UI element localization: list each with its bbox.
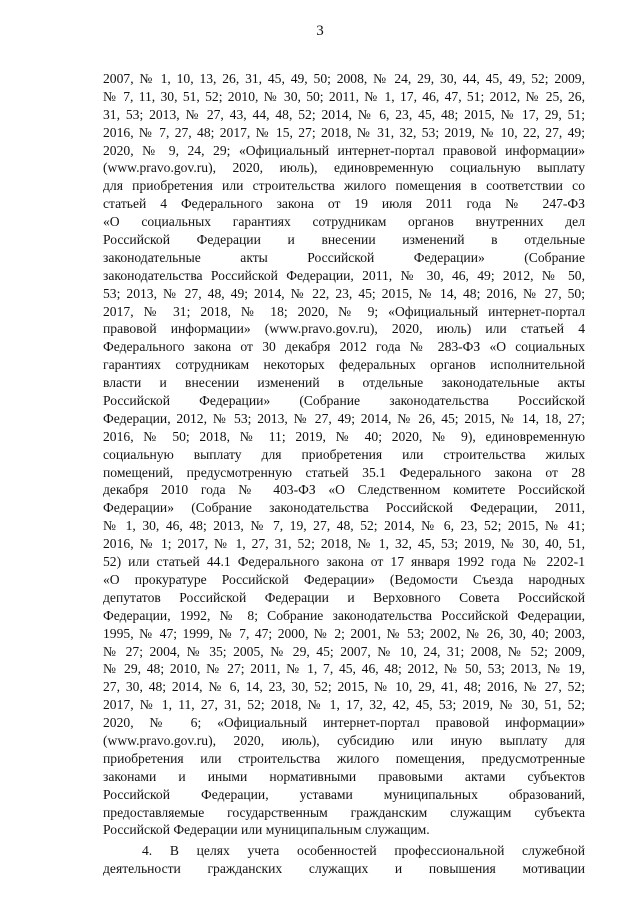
text-line-13: 53; 2013, № 27, 48, 49; 2014, № 22, 23, 45; 2015, № 14, 48; 2016, № 27, 50; (103, 285, 585, 301)
text-line-17: гарантиях сотрудникам некоторых федеральных органов исполнительной (103, 357, 585, 373)
text-line-28: 52) или статьей 44.1 Федерального закона от 17 января 1992 года № 2202-1 (103, 554, 585, 570)
text-line-41: Российской Федерации, уставами муниципальных образований, (103, 786, 585, 802)
text-line-26: № 1, 30, 46, 48; 2013, № 7, 19, 27, 48, 52; 2014, № 6, 23, 52; 2015, № 41; (103, 518, 585, 534)
text-line-25: Федерации» (Собрание законодательства Российской Федерации, 2011, (103, 500, 585, 516)
text-line-23: помещений, предусмотренную статьей 35.1 Федерального закона от 28 (103, 464, 585, 480)
text-line-4: 2016, № 7, 27, 48; 2017, № 15, 27; 2018, № 31, 32, 53; 2019, № 10, 22, 27, 49; (103, 124, 585, 140)
text-line-3: 31, 53; 2013, № 27, 43, 44, 48, 52; 2014, № 6, 23, 45, 48; 2015, № 17, 29, 51; (103, 106, 585, 122)
text-line-11: законодательные акты Российской Федерации» (Собрание (103, 249, 585, 265)
text-line-40: законами и иными нормативными правовыми актами субъектов (103, 768, 585, 784)
page-number: 3 (316, 23, 324, 39)
text-line-21: 2016, № 50; 2018, № 11; 2019, № 40; 2020, № 9), единовременную (103, 428, 585, 444)
text-line-29: «О прокуратуре Российской Федерации» (Ведомости Съезда народных (103, 571, 585, 587)
text-line-1: 2007, № 1, 10, 13, 26, 31, 45, 49, 50; 2008, № 24, 29, 30, 44, 45, 49, 52; 2009, (103, 71, 585, 86)
text-line-5: 2020, № 9, 24, 29; «Официальный интернет-портал правовой информации» (103, 142, 585, 158)
text-line-45: деятельности гражданских служащих и повышения мотивации (103, 861, 585, 877)
text-line-38: (www.pravo.gov.ru), 2020, июль), субсидию или иную выплату для (103, 732, 585, 748)
text-line-33: № 27; 2004, № 35; 2005, № 29, 45; 2007, № 10, 24, 31; 2008, № 52; 2009, (103, 643, 585, 659)
text-line-12: законодательства Российской Федерации, 2011, № 30, 46, 49; 2012, № 50, (103, 267, 585, 283)
text-line-27: 2016, № 1; 2017, № 1, 27, 31, 52; 2018, № 1, 32, 45, 53; 2019, № 30, 40, 51, (103, 536, 585, 552)
text-line-39: приобретения или строительства жилого помещения, предусмотренные (103, 750, 585, 766)
text-line-2: № 7, 11, 30, 51, 52; 2010, № 30, 50; 2011, № 1, 17, 46, 47, 51; 2012, № 25, 26, (103, 88, 585, 104)
text-line-34: № 29, 48; 2010, № 27; 2011, № 1, 7, 45, 46, 48; 2012, № 50, 53; 2013, № 19, (103, 661, 585, 677)
text-line-31: Федерации, 1992, № 8; Собрание законодательства Российской Федерации, (103, 607, 585, 623)
text-line-42: предоставляемые государственным гражданским служащим субъекта (103, 804, 585, 820)
text-line-18: власти и внесении изменений в отдельные законодательные акты (103, 375, 585, 391)
text-line-30: депутатов Российской Федерации и Верховного Совета Российской (103, 589, 585, 605)
text-line-22: социальную выплату для приобретения или строительства жилых (103, 446, 585, 462)
text-line-24: декабря 2010 года № 403-ФЗ «О Следственном комитете Российской (103, 482, 585, 498)
text-line-15: правовой информации» (www.pravo.gov.ru), 2020, июль) или статьей 4 (103, 321, 585, 337)
text-line-32: 1995, № 47; 1999, № 7, 47; 2000, № 2; 2001, № 53; 2002, № 26, 30, 40; 2003, (103, 625, 585, 641)
text-line-44: 4. В целях учета особенностей профессиональной служебной (142, 843, 585, 859)
text-line-7: для приобретения или строительства жилого помещения в соответствии со (103, 178, 585, 194)
text-line-37: 2020, № 6; «Официальный интернет-портал правовой информации» (103, 715, 585, 731)
text-line-8: статьей 4 Федерального закона от 19 июля 2011 года № 247-ФЗ (103, 196, 585, 212)
document-body (103, 70, 585, 878)
text-line-43: Российской Федерации или муниципальным служащим. (103, 822, 430, 838)
text-line-10: Российской Федерации и внесении изменений в отдельные (103, 232, 585, 248)
text-line-14: 2017, № 31; 2018, № 18; 2020, № 9; «Официальный интернет-портал (103, 303, 585, 319)
text-line-36: 2017, № 1, 11, 27, 31, 52; 2018, № 1, 17, 32, 42, 45, 53; 2019, № 30, 51, 52; (103, 697, 585, 713)
text-line-35: 27, 30, 48; 2014, № 6, 14, 23, 30, 52; 2015, № 10, 29, 41, 48; 2016, № 27, 52; (103, 679, 585, 695)
text-line-9: «О социальных гарантиях сотрудникам органов внутренних дел (103, 214, 585, 230)
text-line-6: (www.pravo.gov.ru), 2020, июль), единовременную социальную выплату (103, 160, 585, 176)
text-line-16: Федерального закона от 30 декабря 2012 года № 283-ФЗ «О социальных (103, 339, 585, 355)
text-line-19: Российской Федерации» (Собрание законодательства Российской (103, 393, 585, 409)
text-line-20: Федерации, 2012, № 53; 2013, № 27, 49; 2014, № 26, 45; 2015, № 14, 18, 27; (103, 410, 585, 426)
